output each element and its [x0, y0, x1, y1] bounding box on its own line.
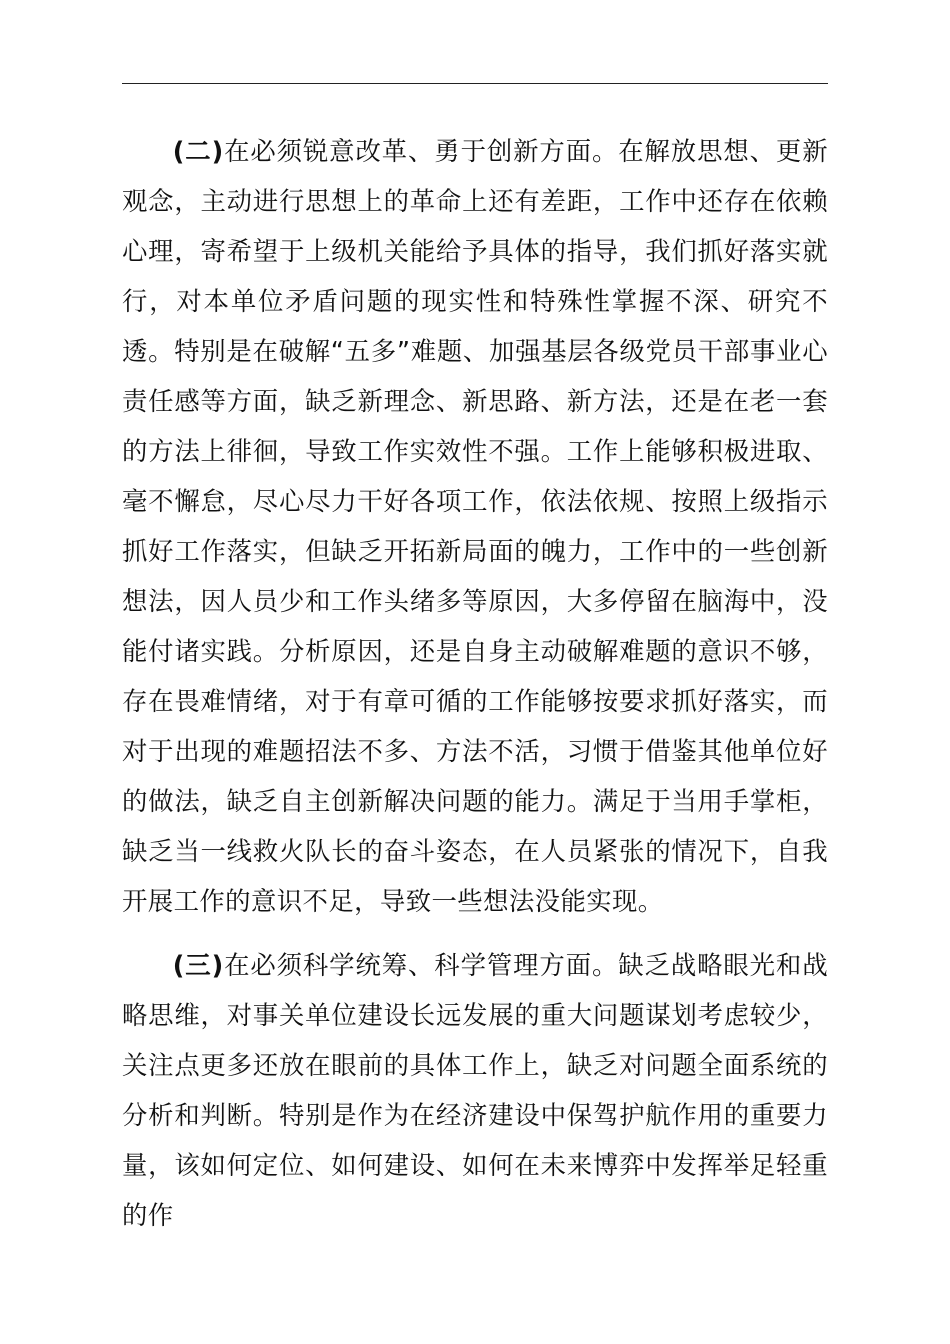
section-3-text: 在必须科学统筹、科学管理方面。缺乏战略眼光和战略思维，对事关单位建设长远发展的重大问题谋划考虑较少，关注点更多还放在眼前的具体工作上，缺乏对问题全面系统的分析和判断。特别是作为在经济建设中保驾护航作用的重要力量，该如何定位、如何建设、如何在未来博弈中发挥举足轻重的作: [122, 950, 828, 1230]
paragraph-section-2: [122, 126, 828, 926]
section-3-heading: (三): [172, 950, 224, 980]
document-body: [122, 126, 828, 1240]
paragraph-section-3: [122, 940, 828, 1240]
section-2-text: 在必须锐意改革、勇于创新方面。在解放思想、更新观念，主动进行思想上的革命上还有差距，工作中还存在依赖心理，寄希望于上级机关能给予具体的指导，我们抓好落实就行，对本单位矛盾问题的现实性和特殊性掌握不深、研究不透。特别是在破解“五多”难题、加强基层各级党员干部事业心责任感等方面，缺乏新理念、新思路、新方法，还是在老一套的方法上徘徊，导致工作实效性不强。工作上能够积极进取、毫不懈怠，尽心尽力干好各项工作，依法依规、按照上级指示抓好工作落实，但缺乏开拓新局面的魄力，工作中的一些创新想法，因人员少和工作头绪多等原因，大多停留在脑海中，没能付诸实践。分析原因，还是自身主动破解难题的意识不够，存在畏难情绪，对于有章可循的工作能够按要求抓好落实，而对于出现的难题招法不多、方法不活，习惯于借鉴其他单位好的做法，缺乏自主创新解决问题的能力。满足于当用手掌柜，缺乏当一线救火队长的奋斗姿态，在人员紧张的情况下，自我开展工作的意识不足，导致一些想法没能实现。: [122, 136, 828, 916]
section-2-heading: (二): [172, 136, 224, 166]
header-rule: [122, 83, 828, 84]
